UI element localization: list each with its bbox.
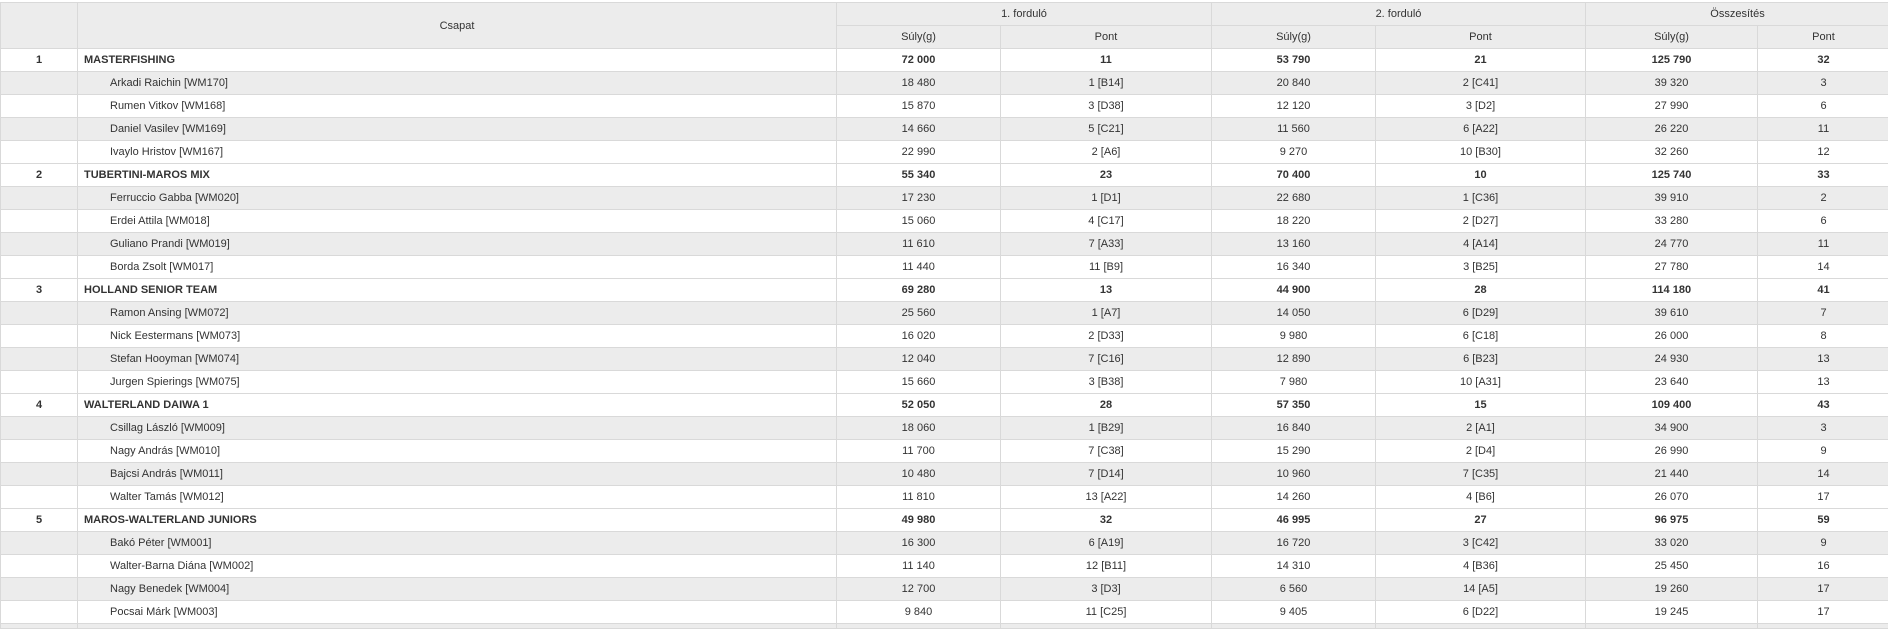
round2-header: 2. forduló <box>1212 3 1586 26</box>
member-r2-weight: 14 310 <box>1212 555 1376 578</box>
member-total-weight: 25 450 <box>1586 555 1758 578</box>
member-total-weight: 27 990 <box>1586 95 1758 118</box>
member-name: Pocsai Márk [WM003] <box>78 601 837 624</box>
member-r1-weight: 17 230 <box>837 187 1001 210</box>
member-r1-weight: 18 480 <box>837 72 1001 95</box>
member-r2-weight: 6 560 <box>1212 578 1376 601</box>
team-total-weight: 125 740 <box>1586 164 1758 187</box>
team-r2-points: 21 <box>1376 49 1586 72</box>
member-name: Csillag László [WM009] <box>78 417 837 440</box>
member-r2-weight: 10 960 <box>1212 463 1376 486</box>
member-row[interactable] <box>1 555 1888 578</box>
team-row[interactable] <box>1 49 1888 72</box>
member-rank <box>1 440 78 463</box>
team-r2-points: 10 <box>1376 164 1586 187</box>
member-r2-weight: 16 840 <box>1212 417 1376 440</box>
team-r1-weight: 49 980 <box>837 509 1001 532</box>
member-r2-points: 2 [D27] <box>1376 210 1586 233</box>
member-total-weight: 23 640 <box>1586 371 1758 394</box>
member-total-weight: 32 260 <box>1586 141 1758 164</box>
member-row[interactable] <box>1 118 1888 141</box>
team-row[interactable] <box>1 279 1888 302</box>
member-name: Erdei Attila [WM018] <box>78 210 837 233</box>
member-rank <box>1 233 78 256</box>
member-r1-points: 7 [A33] <box>1001 233 1212 256</box>
member-r2-weight: 12 890 <box>1212 348 1376 371</box>
table-body <box>1 49 1888 629</box>
member-total-points: 11 <box>1758 233 1888 256</box>
member-total-points: 9 <box>1758 440 1888 463</box>
member-total-weight: 26 070 <box>1586 486 1758 509</box>
member-r2-points: 2 [C41] <box>1376 72 1586 95</box>
member-r1-points: 4 [C17] <box>1001 210 1212 233</box>
member-r1-weight: 12 700 <box>837 578 1001 601</box>
member-r1-weight: 14 660 <box>837 118 1001 141</box>
member-rank <box>1 141 78 164</box>
member-r1-weight: 11 810 <box>837 486 1001 509</box>
member-rank <box>1 302 78 325</box>
member-r2-weight: 14 260 <box>1212 486 1376 509</box>
table-cell-partial <box>1001 624 1212 629</box>
member-total-weight: 33 280 <box>1586 210 1758 233</box>
member-r2-weight: 20 840 <box>1212 72 1376 95</box>
team-row[interactable] <box>1 509 1888 532</box>
member-name: Rumen Vitkov [WM168] <box>78 95 837 118</box>
member-total-weight: 19 260 <box>1586 578 1758 601</box>
member-rank <box>1 486 78 509</box>
member-name: Walter-Barna Diána [WM002] <box>78 555 837 578</box>
member-r2-weight: 22 680 <box>1212 187 1376 210</box>
member-name: Stefan Hooyman [WM074] <box>78 348 837 371</box>
member-r2-points: 3 [B25] <box>1376 256 1586 279</box>
round2-points-header[interactable]: Pont <box>1376 26 1586 49</box>
member-total-points: 7 <box>1758 302 1888 325</box>
member-r2-points: 10 [B30] <box>1376 141 1586 164</box>
results-table <box>0 2 1888 629</box>
member-r2-points: 2 [D4] <box>1376 440 1586 463</box>
member-rank <box>1 210 78 233</box>
member-r1-weight: 16 300 <box>837 532 1001 555</box>
member-r2-points: 3 [C42] <box>1376 532 1586 555</box>
member-r2-points: 6 [D29] <box>1376 302 1586 325</box>
team-name: WALTERLAND DAIWA 1 <box>78 394 837 417</box>
team-rank: 2 <box>1 164 78 187</box>
member-r2-weight: 9 405 <box>1212 601 1376 624</box>
total-points-header[interactable]: Pont <box>1758 26 1888 49</box>
team-r2-points: 15 <box>1376 394 1586 417</box>
member-row[interactable] <box>1 417 1888 440</box>
member-r1-points: 1 [A7] <box>1001 302 1212 325</box>
member-r1-weight: 11 700 <box>837 440 1001 463</box>
member-row[interactable] <box>1 371 1888 394</box>
member-total-weight: 21 440 <box>1586 463 1758 486</box>
team-total-weight: 125 790 <box>1586 49 1758 72</box>
member-total-weight: 26 220 <box>1586 118 1758 141</box>
team-header[interactable]: Csapat <box>78 3 837 49</box>
team-rank: 5 <box>1 509 78 532</box>
member-r1-points: 1 [B14] <box>1001 72 1212 95</box>
member-r2-points: 10 [A31] <box>1376 371 1586 394</box>
member-r1-weight: 11 140 <box>837 555 1001 578</box>
member-total-weight: 19 245 <box>1586 601 1758 624</box>
team-r1-points: 11 <box>1001 49 1212 72</box>
member-r1-weight: 11 440 <box>837 256 1001 279</box>
member-name: Ivaylo Hristov [WM167] <box>78 141 837 164</box>
member-total-points: 16 <box>1758 555 1888 578</box>
member-row[interactable] <box>1 210 1888 233</box>
member-r1-points: 11 [B9] <box>1001 256 1212 279</box>
member-r1-weight: 15 660 <box>837 371 1001 394</box>
member-rank <box>1 601 78 624</box>
team-total-weight: 114 180 <box>1586 279 1758 302</box>
team-r2-weight: 46 995 <box>1212 509 1376 532</box>
member-total-weight: 26 000 <box>1586 325 1758 348</box>
team-name: TUBERTINI-MAROS MIX <box>78 164 837 187</box>
total-header: Összesítés <box>1586 3 1888 26</box>
total-weight-header[interactable]: Súly(g) <box>1586 26 1758 49</box>
member-r2-weight: 9 980 <box>1212 325 1376 348</box>
member-row[interactable] <box>1 325 1888 348</box>
team-r2-weight: 57 350 <box>1212 394 1376 417</box>
table-cell-partial <box>1586 624 1758 629</box>
member-total-points: 13 <box>1758 348 1888 371</box>
member-row[interactable] <box>1 187 1888 210</box>
member-rank <box>1 417 78 440</box>
member-total-weight: 33 020 <box>1586 532 1758 555</box>
member-r1-points: 3 [D3] <box>1001 578 1212 601</box>
team-total-points: 41 <box>1758 279 1888 302</box>
member-r2-points: 4 [A14] <box>1376 233 1586 256</box>
member-rank <box>1 95 78 118</box>
member-name: Bakó Péter [WM001] <box>78 532 837 555</box>
member-row[interactable] <box>1 302 1888 325</box>
member-rank <box>1 187 78 210</box>
team-name: MASTERFISHING <box>78 49 837 72</box>
team-r1-weight: 55 340 <box>837 164 1001 187</box>
member-total-weight: 24 930 <box>1586 348 1758 371</box>
team-total-weight: 109 400 <box>1586 394 1758 417</box>
member-name: Nagy Benedek [WM004] <box>78 578 837 601</box>
member-r1-weight: 22 990 <box>837 141 1001 164</box>
table-row-partial <box>1 624 1888 629</box>
member-total-points: 14 <box>1758 256 1888 279</box>
team-r2-weight: 44 900 <box>1212 279 1376 302</box>
team-r1-points: 23 <box>1001 164 1212 187</box>
member-r2-weight: 12 120 <box>1212 95 1376 118</box>
member-r1-weight: 15 060 <box>837 210 1001 233</box>
member-r1-points: 6 [A19] <box>1001 532 1212 555</box>
team-total-weight: 96 975 <box>1586 509 1758 532</box>
member-total-points: 12 <box>1758 141 1888 164</box>
team-r1-weight: 52 050 <box>837 394 1001 417</box>
member-rank <box>1 325 78 348</box>
member-name: Daniel Vasilev [WM169] <box>78 118 837 141</box>
team-r1-points: 32 <box>1001 509 1212 532</box>
member-total-weight: 27 780 <box>1586 256 1758 279</box>
member-rank <box>1 463 78 486</box>
member-total-points: 8 <box>1758 325 1888 348</box>
member-r1-points: 3 [D38] <box>1001 95 1212 118</box>
member-name: Borda Zsolt [WM017] <box>78 256 837 279</box>
member-r1-weight: 16 020 <box>837 325 1001 348</box>
rank-header <box>1 3 78 49</box>
header-row-top <box>1 3 1888 26</box>
member-row[interactable] <box>1 256 1888 279</box>
member-rank <box>1 348 78 371</box>
member-r2-points: 14 [A5] <box>1376 578 1586 601</box>
round1-weight-header[interactable]: Súly(g) <box>837 26 1001 49</box>
member-r2-weight: 16 340 <box>1212 256 1376 279</box>
team-row[interactable] <box>1 394 1888 417</box>
member-r2-points: 6 [C18] <box>1376 325 1586 348</box>
member-r2-points: 3 [D2] <box>1376 95 1586 118</box>
team-row[interactable] <box>1 164 1888 187</box>
member-total-points: 9 <box>1758 532 1888 555</box>
member-rank <box>1 532 78 555</box>
member-r1-weight: 15 870 <box>837 95 1001 118</box>
team-total-points: 33 <box>1758 164 1888 187</box>
member-r2-points: 6 [A22] <box>1376 118 1586 141</box>
team-name: HOLLAND SENIOR TEAM <box>78 279 837 302</box>
member-r1-points: 13 [A22] <box>1001 486 1212 509</box>
member-total-points: 14 <box>1758 463 1888 486</box>
member-rank <box>1 371 78 394</box>
member-r2-weight: 13 160 <box>1212 233 1376 256</box>
team-r2-points: 28 <box>1376 279 1586 302</box>
member-r1-points: 1 [B29] <box>1001 417 1212 440</box>
member-rank <box>1 555 78 578</box>
member-r2-weight: 7 980 <box>1212 371 1376 394</box>
member-r1-points: 7 [C38] <box>1001 440 1212 463</box>
member-r1-points: 7 [D14] <box>1001 463 1212 486</box>
member-rank <box>1 578 78 601</box>
member-r2-points: 2 [A1] <box>1376 417 1586 440</box>
member-total-points: 6 <box>1758 210 1888 233</box>
member-name: Jurgen Spierings [WM075] <box>78 371 837 394</box>
member-r2-weight: 14 050 <box>1212 302 1376 325</box>
member-r2-weight: 18 220 <box>1212 210 1376 233</box>
member-name: Arkadi Raichin [WM170] <box>78 72 837 95</box>
round2-weight-header[interactable]: Súly(g) <box>1212 26 1376 49</box>
member-name: Walter Tamás [WM012] <box>78 486 837 509</box>
member-r2-points: 1 [C36] <box>1376 187 1586 210</box>
member-total-weight: 34 900 <box>1586 417 1758 440</box>
member-total-weight: 24 770 <box>1586 233 1758 256</box>
table-header <box>1 3 1888 49</box>
member-r2-weight: 15 290 <box>1212 440 1376 463</box>
member-r1-points: 1 [D1] <box>1001 187 1212 210</box>
team-r2-points: 27 <box>1376 509 1586 532</box>
team-r2-weight: 70 400 <box>1212 164 1376 187</box>
round1-header: 1. forduló <box>837 3 1212 26</box>
member-row[interactable] <box>1 601 1888 624</box>
member-r1-weight: 12 040 <box>837 348 1001 371</box>
member-r1-weight: 18 060 <box>837 417 1001 440</box>
team-total-points: 59 <box>1758 509 1888 532</box>
member-r2-weight: 9 270 <box>1212 141 1376 164</box>
team-rank: 4 <box>1 394 78 417</box>
member-total-weight: 26 990 <box>1586 440 1758 463</box>
member-row[interactable] <box>1 95 1888 118</box>
member-row[interactable] <box>1 578 1888 601</box>
member-total-points: 3 <box>1758 72 1888 95</box>
team-r1-points: 28 <box>1001 394 1212 417</box>
member-r2-points: 6 [D22] <box>1376 601 1586 624</box>
member-total-weight: 39 910 <box>1586 187 1758 210</box>
table-cell-partial <box>78 624 837 629</box>
member-total-points: 6 <box>1758 95 1888 118</box>
member-r1-points: 3 [B38] <box>1001 371 1212 394</box>
member-name: Bajcsi András [WM011] <box>78 463 837 486</box>
member-row[interactable] <box>1 348 1888 371</box>
member-name: Ferruccio Gabba [WM020] <box>78 187 837 210</box>
table-cell-partial <box>837 624 1001 629</box>
member-total-points: 13 <box>1758 371 1888 394</box>
member-r1-points: 5 [C21] <box>1001 118 1212 141</box>
member-r2-weight: 16 720 <box>1212 532 1376 555</box>
member-r2-points: 6 [B23] <box>1376 348 1586 371</box>
table-cell-partial <box>1 624 78 629</box>
team-total-points: 43 <box>1758 394 1888 417</box>
member-row[interactable] <box>1 72 1888 95</box>
member-r1-weight: 11 610 <box>837 233 1001 256</box>
team-r1-points: 13 <box>1001 279 1212 302</box>
member-row[interactable] <box>1 233 1888 256</box>
member-r2-points: 4 [B6] <box>1376 486 1586 509</box>
team-name: MAROS-WALTERLAND JUNIORS <box>78 509 837 532</box>
member-r1-points: 12 [B11] <box>1001 555 1212 578</box>
member-total-weight: 39 610 <box>1586 302 1758 325</box>
round1-points-header[interactable]: Pont <box>1001 26 1212 49</box>
member-total-points: 17 <box>1758 601 1888 624</box>
member-r2-points: 4 [B36] <box>1376 555 1586 578</box>
member-r1-weight: 10 480 <box>837 463 1001 486</box>
member-r1-weight: 9 840 <box>837 601 1001 624</box>
table-cell-partial <box>1376 624 1586 629</box>
member-total-points: 17 <box>1758 578 1888 601</box>
member-row[interactable] <box>1 440 1888 463</box>
table-cell-partial <box>1758 624 1888 629</box>
member-name: Nick Eestermans [WM073] <box>78 325 837 348</box>
team-total-points: 32 <box>1758 49 1888 72</box>
team-rank: 1 <box>1 49 78 72</box>
team-r1-weight: 72 000 <box>837 49 1001 72</box>
member-rank <box>1 72 78 95</box>
member-name: Nagy András [WM010] <box>78 440 837 463</box>
team-rank: 3 <box>1 279 78 302</box>
member-r2-points: 7 [C35] <box>1376 463 1586 486</box>
member-rank <box>1 256 78 279</box>
table-cell-partial <box>1212 624 1376 629</box>
member-rank <box>1 118 78 141</box>
member-total-points: 3 <box>1758 417 1888 440</box>
member-r1-points: 7 [C16] <box>1001 348 1212 371</box>
member-r1-points: 2 [A6] <box>1001 141 1212 164</box>
member-row[interactable] <box>1 532 1888 555</box>
member-row[interactable] <box>1 141 1888 164</box>
member-total-points: 11 <box>1758 118 1888 141</box>
member-r1-points: 11 [C25] <box>1001 601 1212 624</box>
member-total-weight: 39 320 <box>1586 72 1758 95</box>
member-name: Ramon Ansing [WM072] <box>78 302 837 325</box>
member-name: Guliano Prandi [WM019] <box>78 233 837 256</box>
team-r1-weight: 69 280 <box>837 279 1001 302</box>
member-r1-weight: 25 560 <box>837 302 1001 325</box>
member-r1-points: 2 [D33] <box>1001 325 1212 348</box>
member-r2-weight: 11 560 <box>1212 118 1376 141</box>
member-total-points: 17 <box>1758 486 1888 509</box>
member-row[interactable] <box>1 463 1888 486</box>
member-total-points: 2 <box>1758 187 1888 210</box>
team-r2-weight: 53 790 <box>1212 49 1376 72</box>
member-row[interactable] <box>1 486 1888 509</box>
